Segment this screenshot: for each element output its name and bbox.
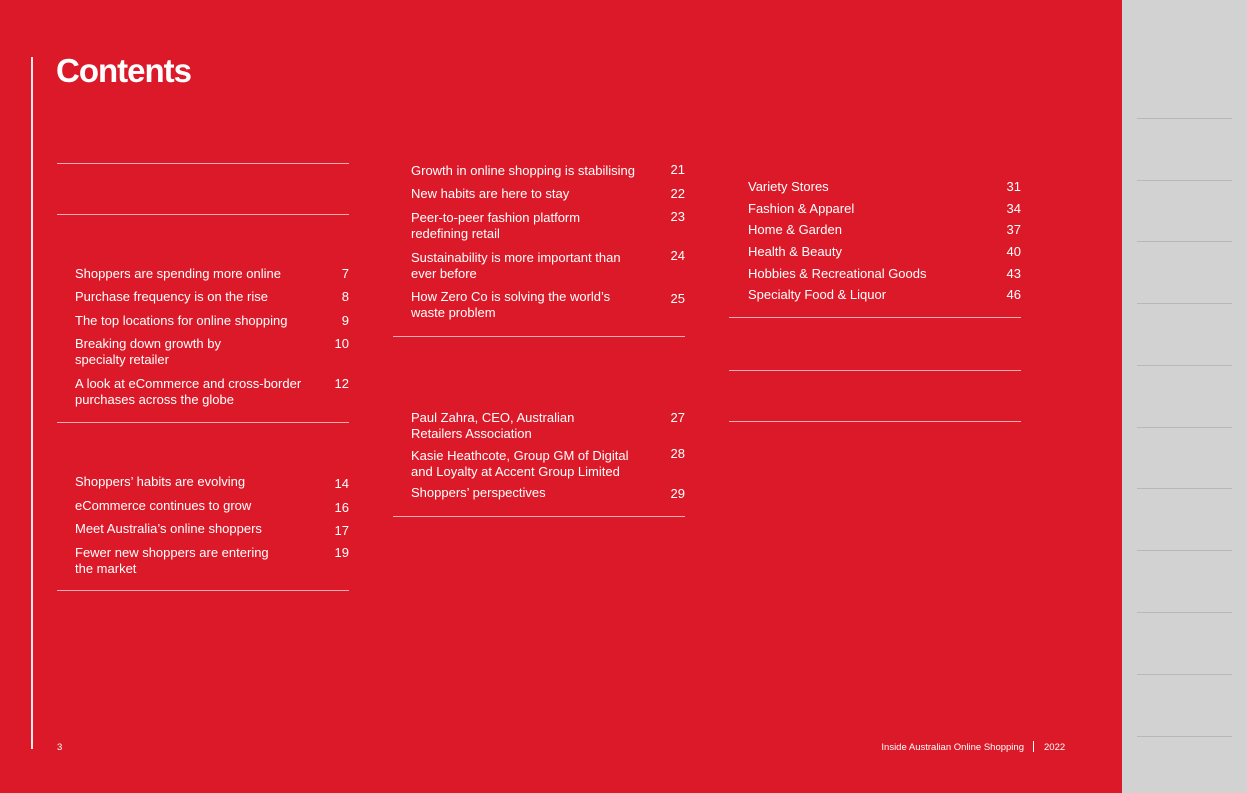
toc-entry-page: 28 — [670, 446, 685, 461]
toc-entry-title: The top locations for online shopping — [75, 313, 288, 328]
divider — [729, 421, 1021, 422]
toc-entry-title: Shoppers are spending more online — [75, 266, 281, 281]
toc-entry-title: A look at eCommerce and cross-border purchases across the globe — [75, 376, 302, 407]
toc-entry-title: eCommerce continues to grow — [75, 498, 252, 513]
divider — [1137, 118, 1232, 119]
toc-entry-title: Specialty Food & Liquor — [748, 287, 887, 302]
page-title: Contents — [56, 52, 191, 89]
divider — [1137, 488, 1232, 489]
toc-entry-page: 17 — [334, 523, 349, 538]
toc-entry-page: 10 — [334, 336, 349, 351]
left-vertical-rule — [31, 57, 33, 749]
divider — [1137, 550, 1232, 551]
publication-year: 2022 — [1044, 742, 1066, 753]
toc-entry-page: 46 — [1006, 287, 1021, 302]
toc-entry-title: How Zero Co is solving the world’s waste problem — [411, 289, 611, 320]
toc-entry-title: Hobbies & Recreational Goods — [748, 266, 927, 281]
toc-entry-title: Growth in online shopping is stabilising — [411, 163, 636, 178]
publication-name: Inside Australian Online Shopping — [881, 742, 1024, 753]
divider — [1137, 303, 1232, 304]
toc-entry-page: 19 — [334, 545, 349, 560]
toc-entry-page: 24 — [670, 248, 685, 263]
divider — [1137, 241, 1232, 242]
toc-entry-page: 12 — [334, 376, 349, 391]
toc-entry-page: 14 — [334, 476, 349, 491]
toc-entry-title: Health & Beauty — [748, 244, 842, 259]
toc-entry-page: 40 — [1006, 244, 1021, 259]
toc-entry-page: 21 — [670, 162, 685, 177]
divider — [57, 422, 349, 423]
page-number: 3 — [57, 742, 63, 753]
side-panel — [1122, 0, 1247, 793]
toc-entry-title: New habits are here to stay — [411, 186, 570, 201]
toc-entry-page: 16 — [334, 500, 349, 515]
divider — [1137, 674, 1232, 675]
toc-entry-title: Variety Stores — [748, 179, 829, 194]
toc-entry-page: 37 — [1006, 222, 1021, 237]
toc-entry-title: Breaking down growth by specialty retailer — [75, 336, 221, 367]
divider — [1137, 427, 1232, 428]
divider — [729, 370, 1021, 371]
toc-entry-page: 22 — [670, 186, 685, 201]
toc-entry-title: Fewer new shoppers are entering the market — [75, 545, 269, 576]
toc-entry-title: Peer-to-peer fashion platform redefining retail — [411, 210, 581, 241]
toc-entry-page: 8 — [341, 289, 349, 304]
toc-entry-page: 31 — [1006, 179, 1021, 194]
divider — [393, 336, 685, 337]
toc-entry-title: Meet Australia’s online shoppers — [75, 521, 262, 536]
toc-entry-page: 34 — [1006, 201, 1021, 216]
divider — [57, 214, 349, 215]
divider — [1137, 612, 1232, 613]
divider — [57, 163, 349, 164]
toc-entry-title: Kasie Heathcote, Group GM of Digital and Loyalty at Accent Group Limited — [411, 448, 629, 479]
toc-entry-title: Sustainability is more important than ever before — [411, 250, 621, 281]
toc-entry-page: 25 — [670, 291, 685, 306]
toc-entry-title: Home & Garden — [748, 222, 842, 237]
toc-entry-page: 27 — [670, 410, 685, 425]
divider — [1137, 736, 1232, 737]
toc-entry-title: Shoppers’ perspectives — [411, 485, 546, 500]
toc-entry-page: 9 — [341, 313, 349, 328]
footer-separator — [1033, 741, 1034, 752]
divider — [729, 317, 1021, 318]
toc-entry-page: 23 — [670, 209, 685, 224]
toc-entry-page: 7 — [341, 266, 349, 281]
toc-entry-title: Paul Zahra, CEO, Australian Retailers Association — [411, 410, 575, 441]
toc-entry-page: 43 — [1006, 266, 1021, 281]
divider — [393, 516, 685, 517]
toc-entry-title: Fashion & Apparel — [748, 201, 855, 216]
divider — [1137, 365, 1232, 366]
toc-entry-title: Shoppers’ habits are evolving — [75, 474, 246, 489]
toc-entry-title: Purchase frequency is on the rise — [75, 289, 268, 304]
toc-entry-page: 29 — [670, 486, 685, 501]
divider — [1137, 180, 1232, 181]
divider — [57, 590, 349, 591]
